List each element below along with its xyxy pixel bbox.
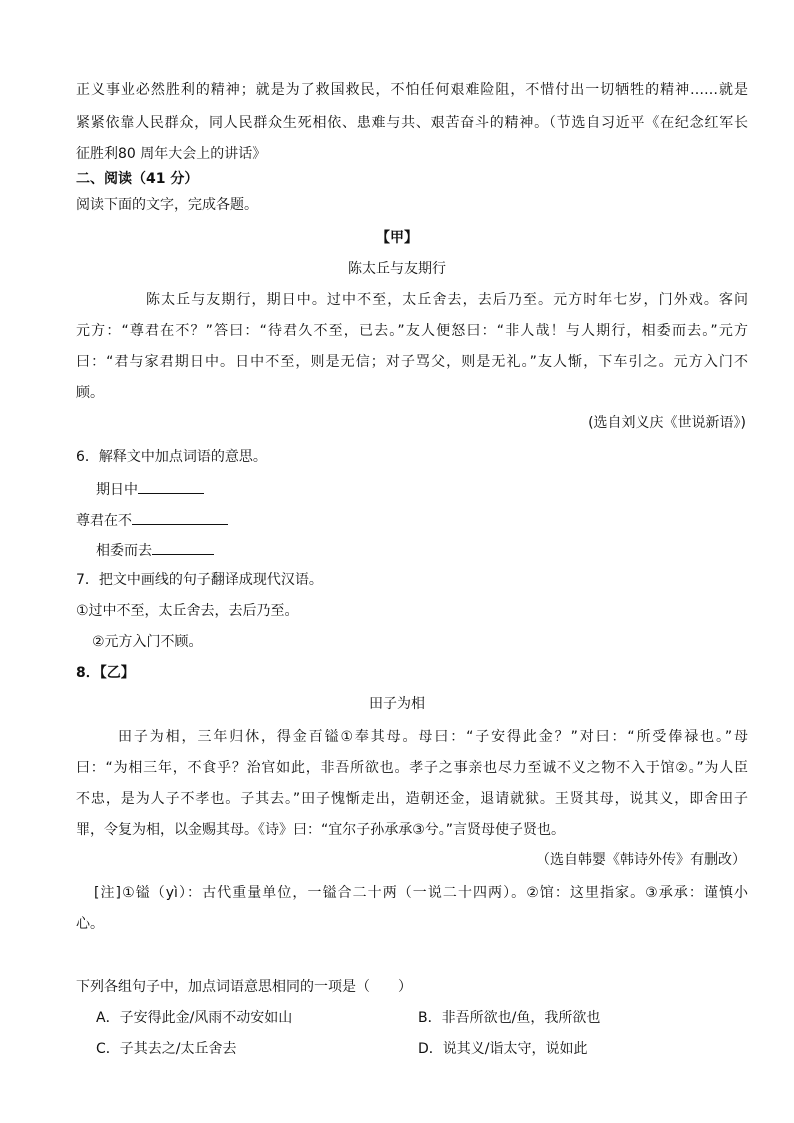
passage-a-line-1: 陈太丘与友期行，期日中。过中不至，太丘舍去，去后乃至。元方时年七岁，门外戏。客问 [146, 292, 748, 308]
q6-answer-blank-2[interactable] [132, 510, 228, 525]
passage-a-line-3: 曰：“君与家君期日中。日中不至，则是无信；对子骂父，则是无礼。”友人惭，下车引之。元方入门不 [76, 354, 748, 370]
passage-a-title: 陈太丘与友期行 [348, 261, 446, 277]
passage-a-line-2: 元方：“尊君在不？”答曰：“待君久不至，已去。”友人便怒曰：“非人哉！与人期行，相委而去。”元方 [76, 323, 748, 339]
option-a[interactable] [96, 1008, 292, 1028]
q7-item-2: ②元方入门不顾。 [92, 634, 203, 650]
passage-b-line-3: 不忠，是为人子不孝也。子其去。”田子愧惭走出，造朝还金，退请就狱。王贤其母，说其义，即舍田子 [76, 791, 748, 807]
q6-item-1-text: 期日中 [96, 482, 138, 498]
option-a-text: 子安得此金/风雨不动安如山 [119, 1010, 293, 1026]
option-d-text: 说其义/诣太守，说如此 [442, 1041, 588, 1057]
q7-item-1: ①过中不至，太丘舍去，去后乃至。 [76, 603, 299, 619]
option-c-text: 子其去之/太丘舍去 [119, 1041, 237, 1057]
option-b-text: 非吾所欲也/鱼，我所欲也 [441, 1010, 601, 1026]
section-instruction: 阅读下面的文字，完成各题。 [76, 197, 258, 213]
option-a-label: A． [96, 1010, 120, 1026]
passage-b-line-2: 曰：“为相三年，不食乎？治官如此，非吾所欲也。孝子之事亲也尽力至诚不义之物不入于馆②。”为人臣 [76, 760, 748, 776]
q7-stem: 7．把文中画线的句子翻译成现代汉语。 [76, 572, 323, 588]
q6-item-1 [96, 479, 204, 500]
q6-item-3 [96, 540, 214, 561]
option-b-label: B． [418, 1010, 442, 1026]
q6-item-2 [76, 510, 228, 531]
intro-line-3: 征胜利80 周年大会上的讲话》 [76, 146, 267, 162]
option-b[interactable] [418, 1008, 600, 1028]
q6-answer-blank-3[interactable] [152, 540, 214, 555]
passage-a-source: (选自刘义庆《世说新语》) [588, 415, 746, 431]
passage-b-line-1: 田子为相，三年归休，得金百镒①奉其母。母曰：“子安得此金？”对曰：“所受俸禄也。”母 [118, 729, 748, 745]
option-c[interactable] [96, 1039, 237, 1059]
passage-b-note-2: 心。 [76, 916, 104, 932]
option-d-label: D． [418, 1041, 443, 1057]
passage-b-title: 田子为相 [369, 696, 425, 712]
option-c-label: C． [96, 1041, 120, 1057]
passage-b-source: （选自韩婴《韩诗外传》有删改） [536, 852, 746, 868]
intro-line-1: 正义事业必然胜利的精神；就是为了救国救民，不怕任何艰难险阻，不惜付出一切牺牲的精神……就是 [76, 82, 748, 98]
passage-a-line-4: 顾。 [76, 385, 104, 401]
passage-b-note-1: [注]①镒（yì）：古代重量单位，一镒合二十两（一说二十四两）。②馆：这里指家。③承承：谨慎小 [94, 885, 748, 901]
passage-b-line-4: 罪，令复为相，以金赐其母。《诗》曰：“宜尔子孙承承③兮。”言贤母使子贤也。 [76, 822, 566, 838]
q6-item-3-text: 相委而去 [96, 543, 152, 559]
option-d[interactable] [418, 1039, 588, 1059]
intro-line-2: 紧紧依靠人民群众，同人民群众生死相依、患难与共、艰苦奋斗的精神。（节选自习近平《在纪念红军长 [76, 115, 748, 131]
q8-label: 8．【乙】 [76, 665, 135, 681]
q6-item-2-text: 尊君在不 [76, 513, 132, 529]
q6-stem: 6．解释文中加点词语的意思。 [76, 449, 267, 465]
q8-question: 下列各组句子中，加点词语意思相同的一项是（ ） [76, 979, 412, 995]
q6-answer-blank-1[interactable] [138, 479, 204, 494]
passage-a-label: 【甲】 [376, 230, 418, 246]
section-heading: 二、阅读（41 分） [76, 171, 199, 187]
